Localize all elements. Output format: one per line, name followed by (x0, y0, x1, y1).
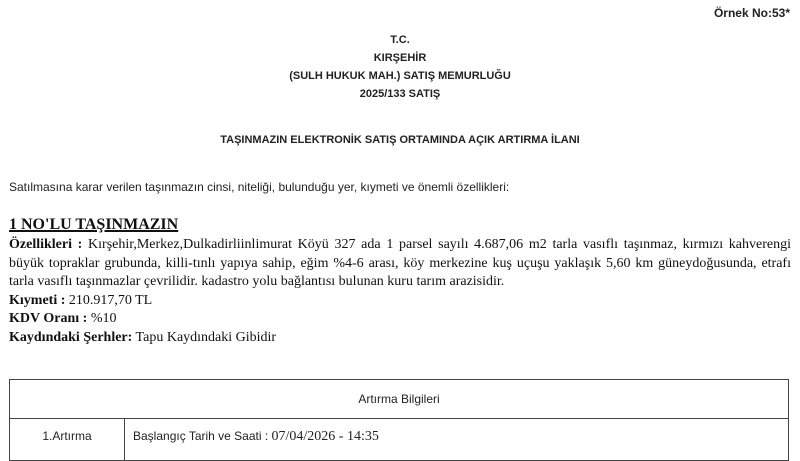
property-encumbrance (9, 329, 791, 348)
property-vat (9, 310, 791, 329)
encumbrance-text: Tapu Kaydındaki Gibidir (135, 329, 277, 345)
document-header (0, 31, 800, 103)
features-label: Özellikleri : (9, 237, 83, 252)
header-city: KIRŞEHİR (373, 52, 427, 64)
header-office: (SULH HUKUK MAH.) SATIŞ MEMURLUĞU (289, 70, 511, 82)
auction-caption-row (10, 380, 789, 419)
property-section (9, 216, 791, 347)
property-heading: 1 NO'LU TAŞINMAZIN (9, 216, 179, 233)
header-country: T.C. (390, 34, 410, 46)
auction-round-label: 1.Artırma (10, 419, 125, 461)
features-text: Kırşehir,Merkez,Dulkadirliinlimurat Köyü 327 ada 1 parsel sayılı 4.687,06 m2 tarla vasıflı taşınmaz, kırmızı kahverengi büyük topraklar grubunda, killi-tınlı yapıya sahip, eğim %4-6 arası, köy merkezine kuş uçuşu yaklaşık 5,60 km güneydoğusunda, etrafı tarla vasıflı taşınmazlar çevrilidir. kadastro yolu bağlantısı bulunan kuru tarım arazisidir. (9, 237, 791, 289)
start-datetime-label: Başlangıç Tarih ve Saati : (133, 429, 269, 443)
vat-text: %10 (90, 311, 117, 326)
sample-number: Örnek No:53* (713, 6, 790, 20)
auction-caption: Artırma Bilgileri (10, 380, 789, 419)
table-row (10, 419, 789, 461)
value-label: Kıymeti : (9, 292, 66, 308)
vat-label: KDV Oranı : (9, 311, 88, 326)
encumbrance-label: Kaydındaki Şerhler: (9, 329, 133, 345)
page-title: TAŞINMAZIN ELEKTRONİK SATIŞ ORTAMINDA AÇIK ARTIRMA İLANI (220, 134, 580, 146)
auction-info-table (9, 379, 789, 461)
value-text: 210.917,70 TL (68, 292, 153, 308)
property-features (9, 236, 791, 292)
auction-start-cell (125, 419, 789, 461)
header-file-number: 2025/133 SATIŞ (359, 88, 441, 100)
start-datetime-value: 07/04/2026 - 14:35 (271, 429, 379, 444)
intro-text: Satılmasına karar verilen taşınmazın cinsi, niteliği, bulunduğu yer, kıymeti ve önemli özellikleri: (9, 180, 510, 194)
property-value (9, 292, 791, 311)
